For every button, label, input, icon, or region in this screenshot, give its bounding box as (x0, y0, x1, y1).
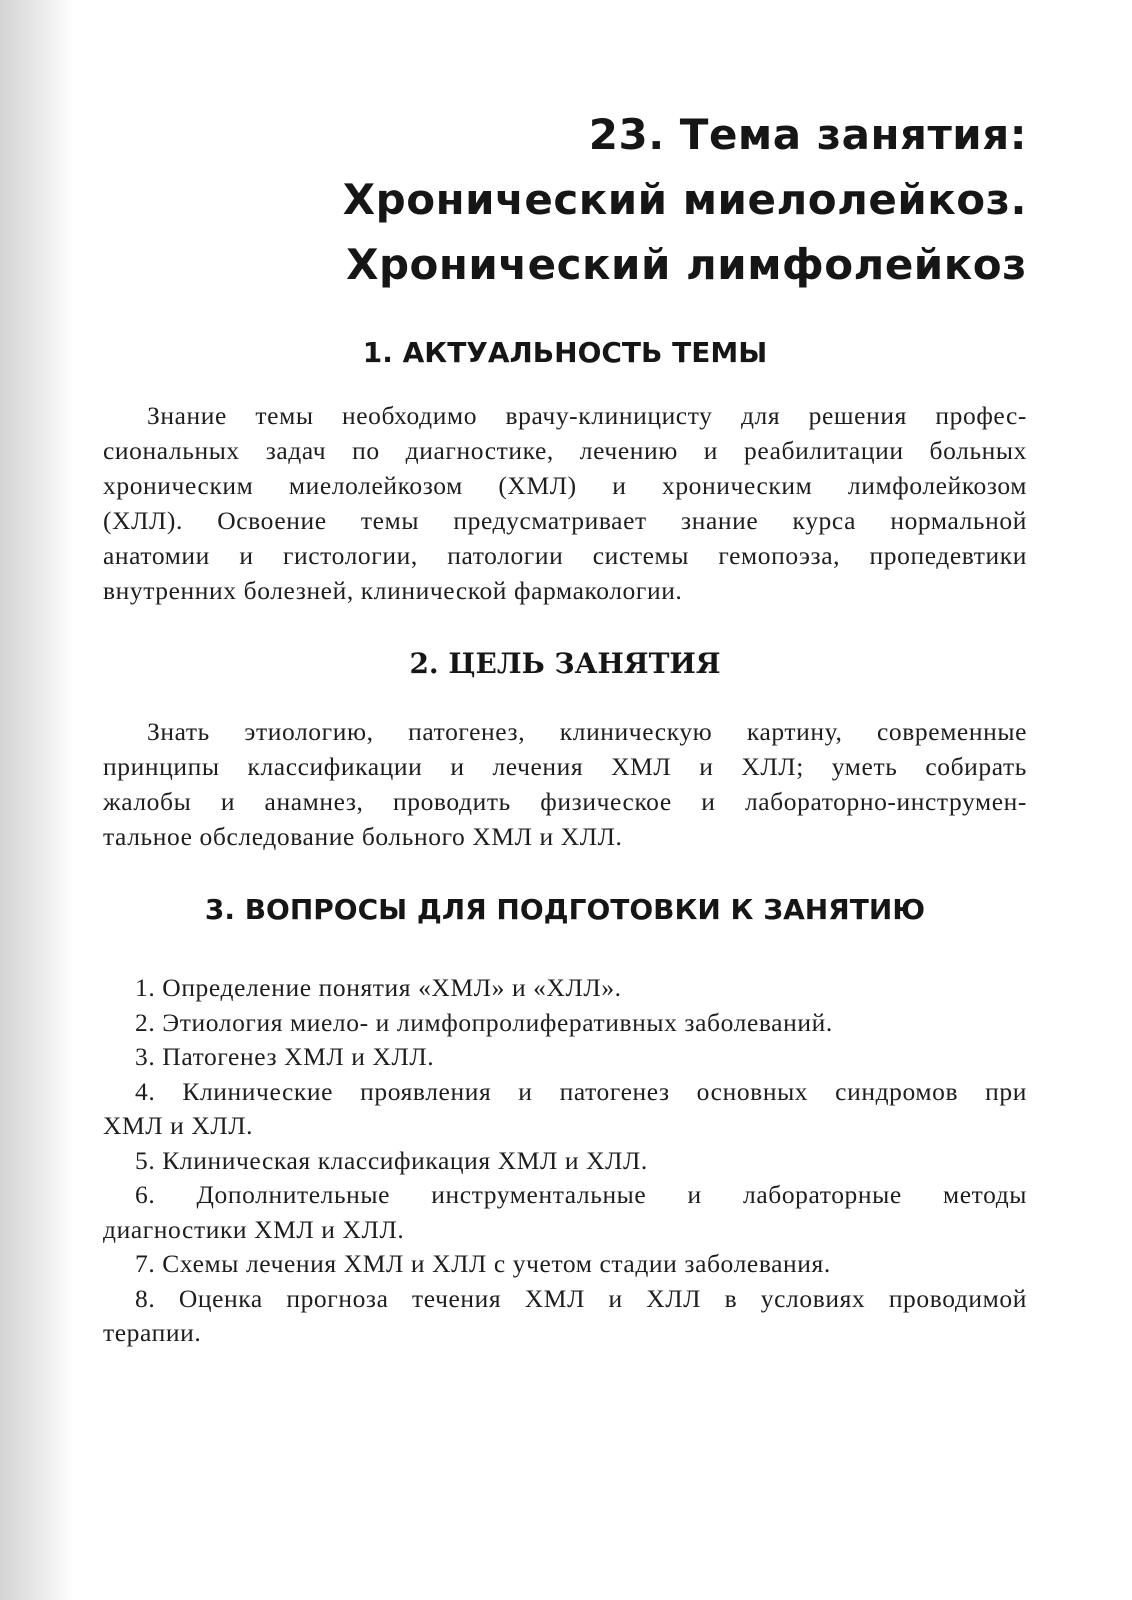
paragraph-line: сиональных задач по диагностике, лечению и реабилитации больных (103, 436, 1027, 465)
list-item-continuation: терапии. (103, 1318, 202, 1347)
list-item: 2. Этиология миело- и лимфопролиферативных заболеваний. (135, 1007, 833, 1037)
paragraph-line: анатомии и гистологии, патологии системы гемопоэза, пропедевтики (103, 541, 1027, 570)
lesson-title-line-2: Хронический миелолейкоз. (342, 175, 1027, 224)
section-2-heading: 2. ЦЕЛЬ ЗАНЯТИЯ (409, 647, 721, 680)
paragraph-line: тальное обследование больного ХМЛ и ХЛЛ. (103, 822, 623, 851)
paragraph-line: Знать этиологию, патогенез, клиническую картину, современные (147, 717, 1027, 746)
paragraph-line: жалобы и анамнез, проводить физическое и лабораторно-инструмен- (103, 787, 1027, 816)
list-item: 6. Дополнительные инструментальные и лабораторные методы (135, 1180, 1027, 1209)
document-page (103, 0, 1027, 1600)
section-3-heading: 3. ВОПРОСЫ ДЛЯ ПОДГОТОВКИ К ЗАНЯТИЮ (204, 893, 926, 926)
list-item: 5. Клиническая классификация ХМЛ и ХЛЛ. (135, 1145, 648, 1175)
section-1-paragraph (103, 398, 1027, 608)
list-item: 7. Схемы лечения ХМЛ и ХЛЛ с учетом стадии заболевания. (135, 1249, 831, 1278)
lesson-title-line-3: Хронический лимфолейкоз (346, 240, 1027, 289)
lesson-title (343, 102, 1027, 297)
list-item-continuation: ХМЛ и ХЛЛ. (103, 1111, 254, 1140)
page-gutter-shadow (0, 0, 75, 1600)
paragraph-line: хроническим миелолейкозом (ХМЛ) и хроническим лимфолейкозом (103, 471, 1027, 500)
list-item-continuation: диагностики ХМЛ и ХЛЛ. (103, 1214, 405, 1244)
paragraph-line: Знание темы необходимо врачу-клиницисту для решения профес- (147, 401, 1027, 430)
paragraph-line: принципы классификации и лечения ХМЛ и ХЛЛ; уметь собирать (103, 752, 1027, 781)
list-item: 3. Патогенез ХМЛ и ХЛЛ. (135, 1042, 435, 1071)
paragraph-line: (ХЛЛ). Освоение темы предусматривает знание курса нормальной (103, 506, 1027, 535)
lesson-title-line-1: 23. Тема занятия: (588, 110, 1027, 159)
list-item: 8. Оценка прогноза течения ХМЛ и ХЛЛ в условиях проводимой (135, 1283, 1027, 1313)
paragraph-line: внутренних болезней, клинической фармакологии. (103, 576, 683, 605)
list-item: 4. Клинические проявления и патогенез основных синдромов при (135, 1076, 1027, 1106)
questions-list (103, 971, 1027, 1351)
section-1-heading: 1. АКТУАЛЬНОСТЬ ТЕМЫ (362, 336, 768, 369)
section-2-paragraph (103, 714, 1027, 854)
list-item: 1. Определение понятия «ХМЛ» и «ХЛЛ». (135, 973, 622, 1002)
